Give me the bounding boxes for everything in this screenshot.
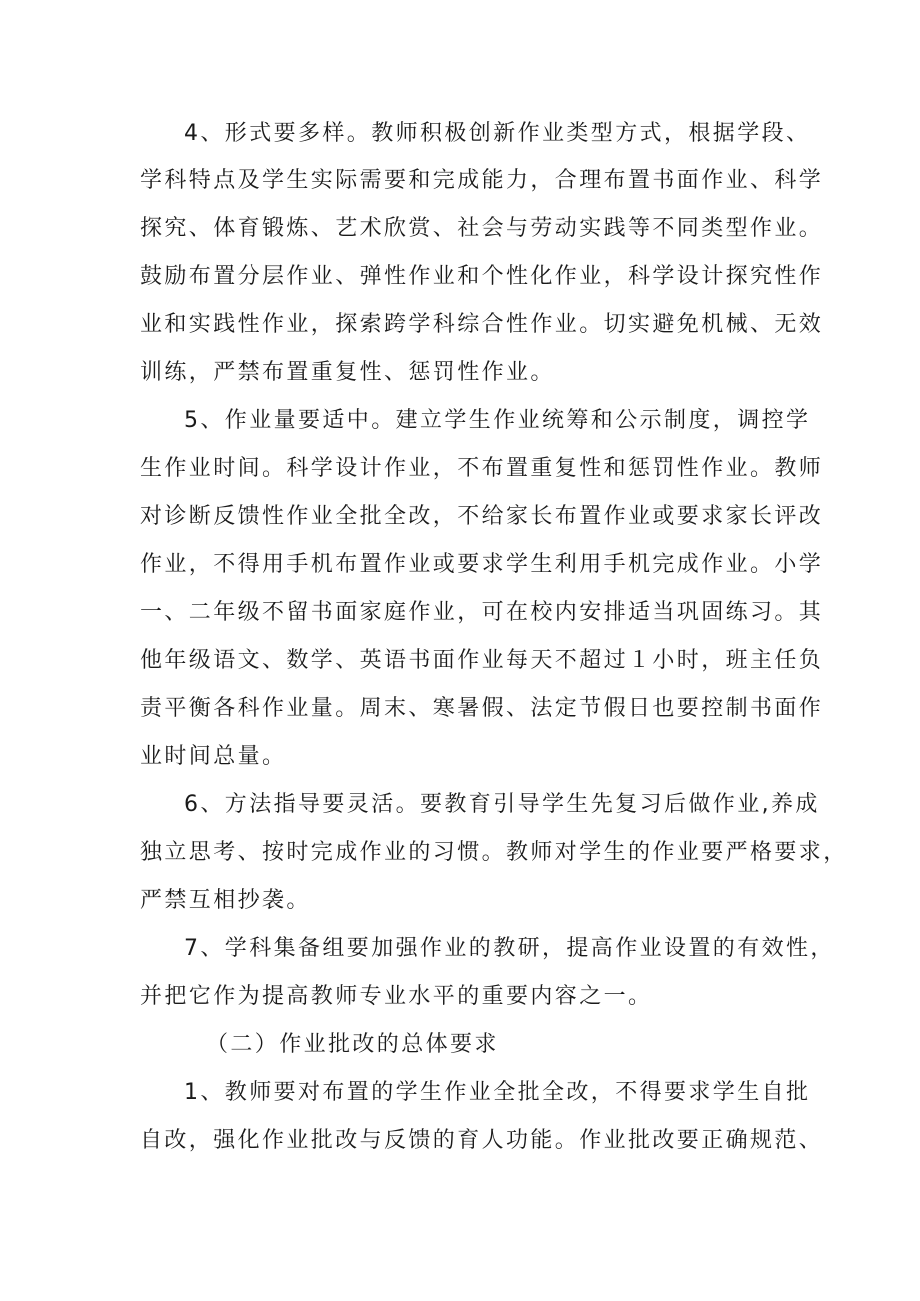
text-line: 鼓励布置分层作业、弹性作业和个性化作业，科学设计探究性作 xyxy=(140,264,824,289)
text-line: 6、方法指导要灵活。要教育引导学生先复习后做作业,养成 xyxy=(184,792,820,817)
text-line: 并把它作为提高教师专业水平的重要内容之一。 xyxy=(140,984,653,1009)
text-line: 7、学科集备组要加强作业的教研，提高作业设置的有效性， xyxy=(184,936,835,961)
text-line: 学科特点及学生实际需要和完成能力，合理布置书面作业、科学 xyxy=(140,168,824,193)
text-line: 他年级语文、数学、英语书面作业每天不超过１小时，班主任负 xyxy=(140,648,824,673)
text-line: 1、教师要对布置的学生作业全批全改，不得要求学生自批 xyxy=(184,1080,811,1105)
text-line: 训练，严禁布置重复性、惩罚性作业。 xyxy=(140,360,555,385)
text-line: 业时间总量。 xyxy=(140,744,287,769)
text-line: 严禁互相抄袭。 xyxy=(140,888,311,913)
text-line: 独立思考、按时完成作业的习惯。教师对学生的作业要严格要求， xyxy=(140,840,848,865)
text-line: 5、作业量要适中。建立学生作业统筹和公示制度，调控学 xyxy=(184,408,811,433)
text-line: 探究、体育锻炼、艺术欣赏、社会与劳动实践等不同类型作业。 xyxy=(140,216,824,241)
section-heading: （二）作业批改的总体要求 xyxy=(206,1032,499,1057)
text-line: 作业，不得用手机布置作业或要求学生利用手机完成作业。小学 xyxy=(140,552,824,577)
text-line: 一、二年级不留书面家庭作业，可在校内安排适当巩固练习。其 xyxy=(140,600,824,625)
text-line: 生作业时间。科学设计作业，不布置重复性和惩罚性作业。教师 xyxy=(140,456,824,481)
text-line: 对诊断反馈性作业全批全改，不给家长布置作业或要求家长评改 xyxy=(140,504,824,529)
text-line: 4、形式要多样。教师积极创新作业类型方式，根据学段、 xyxy=(184,121,811,146)
text-line: 业和实践性作业，探索跨学科综合性作业。切实避免机械、无效 xyxy=(140,312,824,337)
text-line: 责平衡各科作业量。周末、寒暑假、法定节假日也要控制书面作 xyxy=(140,696,824,721)
text-line: 自改，强化作业批改与反馈的育人功能。作业批改要正确规范、 xyxy=(140,1128,824,1153)
